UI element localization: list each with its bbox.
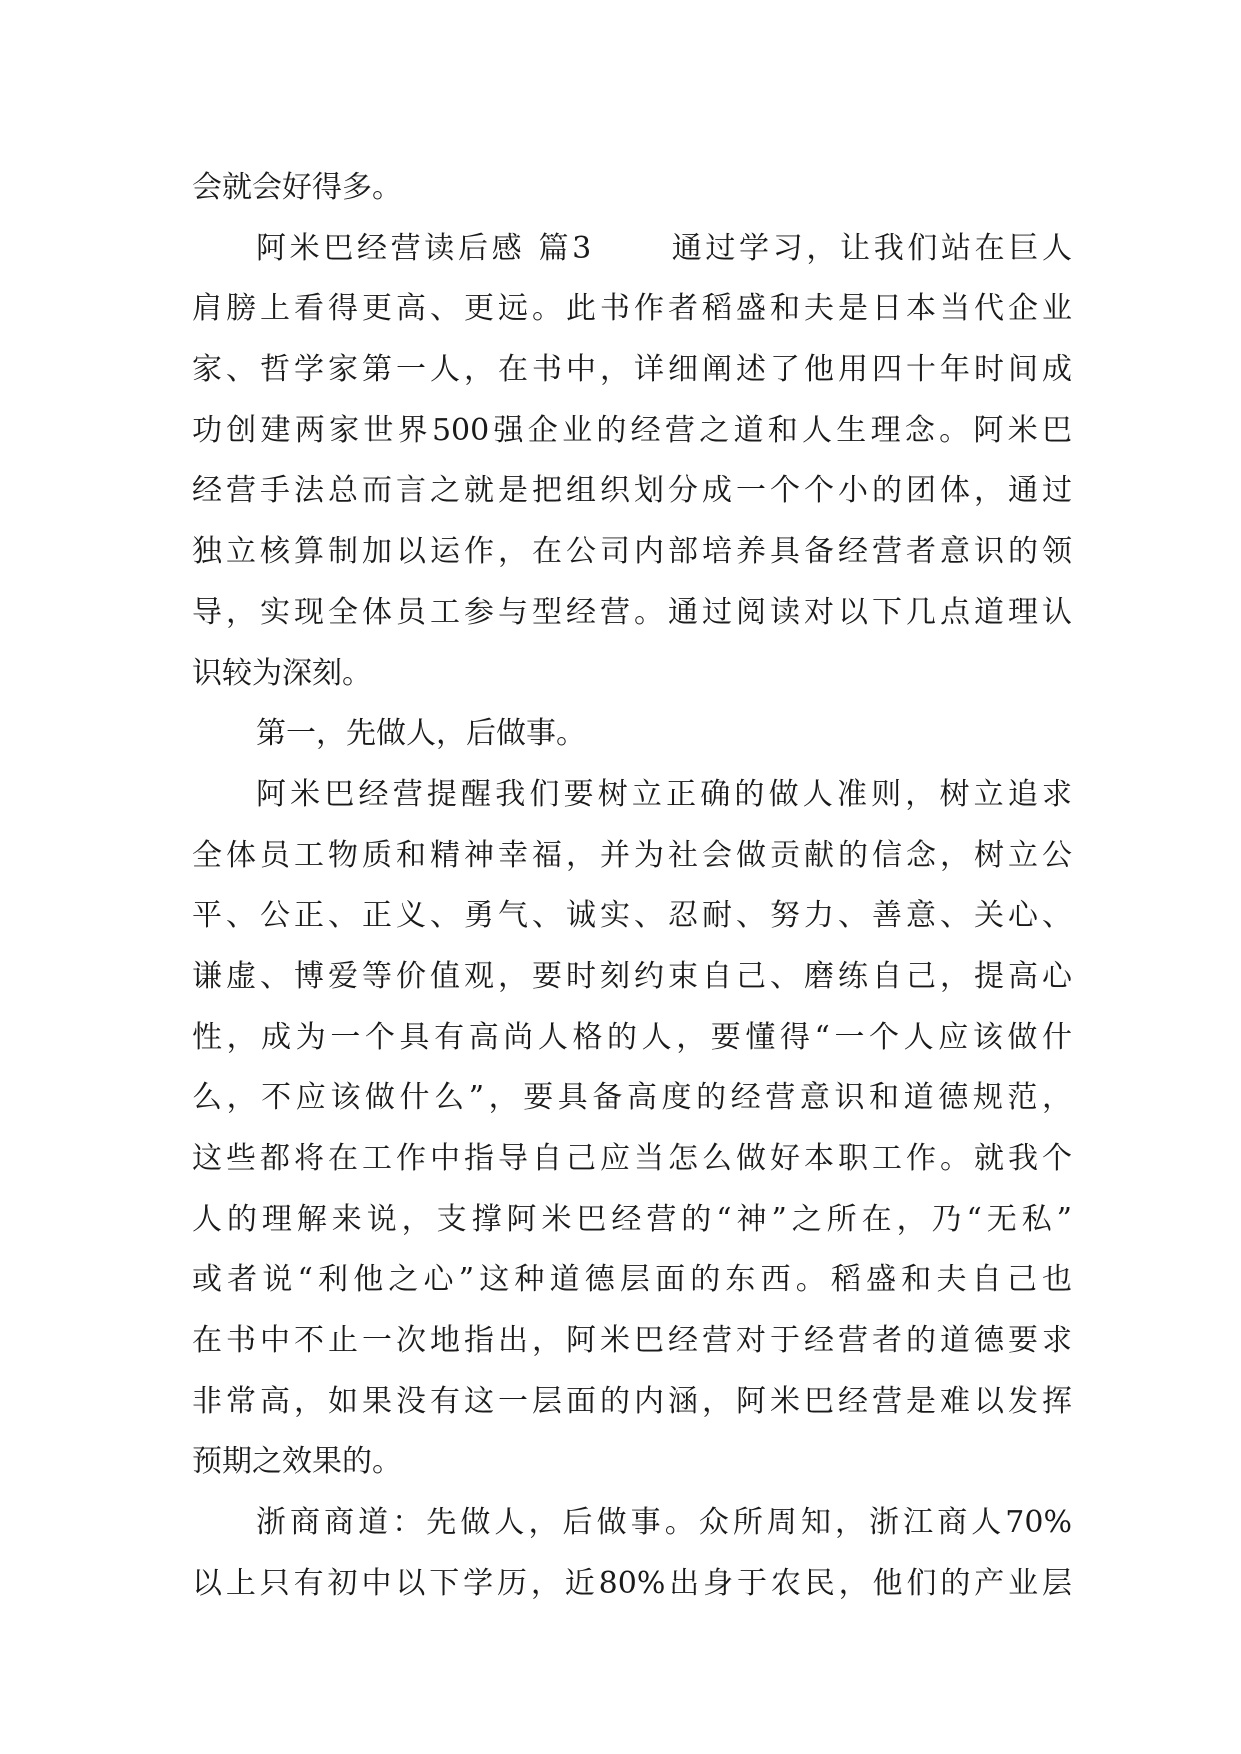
text-line: 会就会好得多。 xyxy=(192,170,402,205)
text-line: 平、公正、正义、勇气、诚实、忍耐、努力、善意、关心、 xyxy=(192,898,1072,934)
text-line: 家、哲学家第一人，在书中，详细阐述了他用四十年时间成 xyxy=(192,352,1072,388)
text-line: 非常高，如果没有这一层面的内涵，阿米巴经营是难以发挥 xyxy=(192,1383,1072,1419)
text-line: 性，成为一个具有高尚人格的人，要懂得“一个人应该做什 xyxy=(192,1019,1072,1055)
text-line: 浙商商道：先做人，后做事。众所周知，浙江商人70% xyxy=(256,1505,1072,1541)
text-line: 以上只有初中以下学历，近80%出身于农民，他们的产业层 xyxy=(192,1565,1072,1601)
text-line: 阿米巴经营读后感 篇3 通过学习，让我们站在巨人 xyxy=(256,230,1072,266)
text-line: 在书中不止一次地指出，阿米巴经营对于经营者的道德要求 xyxy=(192,1323,1072,1359)
text-line: 导，实现全体员工参与型经营。通过阅读对以下几点道理认 xyxy=(192,594,1072,630)
text-line: 独立核算制加以运作，在公司内部培养具备经营者意识的领 xyxy=(192,534,1072,570)
text-line: 预期之效果的。 xyxy=(192,1444,402,1480)
text-line: 这些都将在工作中指导自己应当怎么做好本职工作。就我个 xyxy=(192,1141,1072,1176)
text-line: 全体员工物质和精神幸福，并为社会做贡献的信念，树立公 xyxy=(192,837,1072,873)
text-line: 功创建两家世界500强企业的经营之道和人生理念。阿米巴 xyxy=(192,412,1072,448)
text-line: 么，不应该做什么”，要具备高度的经营意识和道德规范， xyxy=(192,1080,1072,1116)
text-line: 阿米巴经营提醒我们要树立正确的做人准则，树立追求 xyxy=(256,776,1072,812)
text-line: 肩膀上看得更高、更远。此书作者稻盛和夫是日本当代企业 xyxy=(192,291,1072,327)
text-line: 识较为深刻。 xyxy=(192,655,372,691)
text-line: 或者说“利他之心”这种道德层面的东西。稻盛和夫自己也 xyxy=(192,1262,1072,1298)
body-text xyxy=(192,158,1072,1615)
text-line: 经营手法总而言之就是把组织划分成一个个小的团体，通过 xyxy=(192,473,1072,509)
text-line: 第一，先做人，后做事。 xyxy=(256,716,586,752)
text-line: 人的理解来说，支撑阿米巴经营的“神”之所在，乃“无私” xyxy=(192,1201,1072,1237)
text-line: 谦虚、博爱等价值观，要时刻约束自己、磨练自己，提高心 xyxy=(192,958,1072,994)
